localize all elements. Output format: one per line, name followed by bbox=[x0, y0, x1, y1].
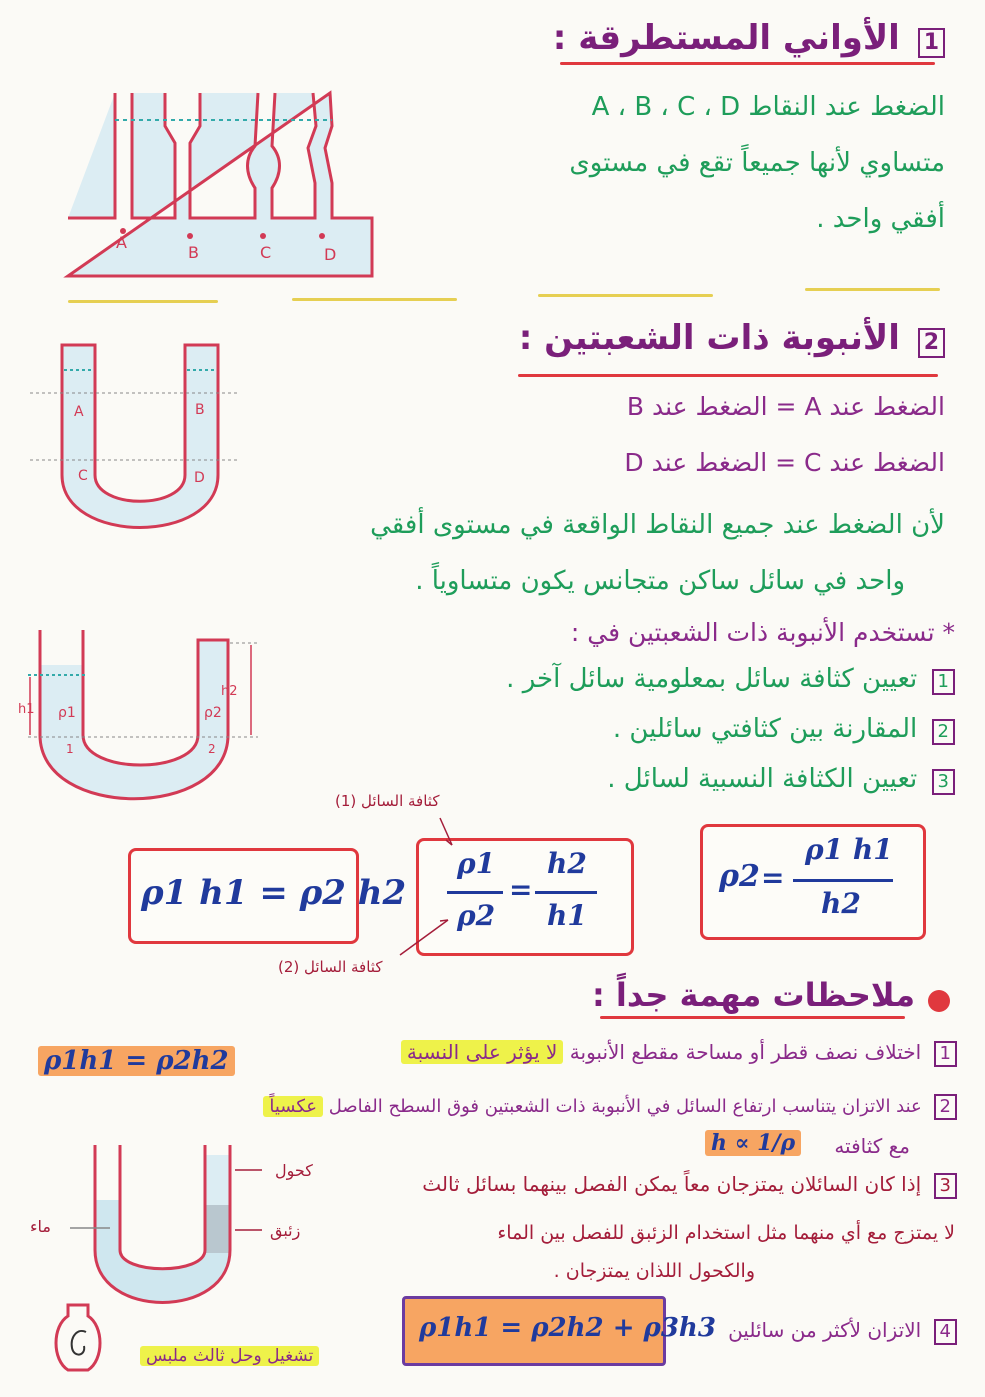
note-item-2: 2 عند الاتزان يتناسب ارتفاع السائل في الأنبوبة ذات الشعبتين فوق السطح الفاصل عكسياً bbox=[263, 1094, 957, 1120]
u1-label-a: A bbox=[74, 404, 84, 420]
formula-box-1 bbox=[128, 848, 407, 944]
notes-underline bbox=[600, 1016, 905, 1019]
use-item-1: 1 تعيين كثافة سائل بمعلومية سائل آخر . bbox=[506, 664, 955, 695]
note-item-1: 1 اختلاف نصف قطر أو مساحة مقطع الأنبوبة لا يؤثر على النسبة bbox=[401, 1040, 957, 1067]
point-1-label: 1 bbox=[66, 742, 74, 756]
section1-line1: الضغط عند النقاط A ، B ، C ، D bbox=[591, 92, 945, 122]
use-item-3: 3 تعيين الكثافة النسبية لسائل . bbox=[607, 764, 955, 795]
note-item-3: 3 إذا كان السائلان يمتزجان معاً يمكن الفصل بينهما بسائل ثالث bbox=[422, 1172, 957, 1199]
section1-title: 1 الأواني المستطرقة : bbox=[553, 18, 945, 58]
note-item-3-line3: والكحول اللذان يمتزجان . bbox=[553, 1260, 755, 1282]
point-d-dot bbox=[319, 233, 325, 239]
label-alcohol: كحول bbox=[275, 1161, 313, 1180]
section1-number: 1 bbox=[918, 28, 945, 58]
section1-line3: أفقي واحد . bbox=[816, 204, 945, 234]
u-tube-diagram-1 bbox=[30, 340, 250, 555]
h1-label: h1 bbox=[18, 702, 35, 717]
use-item-2: 2 المقارنة بين كثافتي سائلين . bbox=[613, 714, 955, 745]
uses-title: * تستخدم الأنبوبة ذات الشعبتين في : bbox=[570, 618, 955, 647]
point-2-label: 2 bbox=[208, 742, 216, 756]
label-d: D bbox=[324, 245, 337, 264]
note1-formula: ρ1h1 = ρ2h2 bbox=[38, 1046, 235, 1076]
label-a: A bbox=[116, 233, 127, 252]
formula-box-2: ρ1 ρ2 = h2 h1 bbox=[416, 838, 634, 956]
section2-title: 2 الأنبوبة ذات الشعبتين : bbox=[519, 318, 945, 358]
annot-density-2: كثافة السائل (2) bbox=[278, 958, 383, 976]
section1-underline bbox=[560, 62, 935, 65]
u-tube-mercury-diagram bbox=[30, 1140, 360, 1320]
label-b: B bbox=[188, 243, 199, 262]
label-mercury: زئبق bbox=[270, 1221, 301, 1240]
formula-1: ρ1 h1 = ρ2 h2 bbox=[141, 873, 407, 913]
note-item-3-line2: لا يمتزج مع أي منهما مثل استخدام الزئبق للفصل بين الماء bbox=[497, 1222, 955, 1244]
section2-underline bbox=[518, 374, 938, 377]
h2-label: h2 bbox=[221, 684, 238, 699]
u1-label-b: B bbox=[195, 402, 205, 418]
label-c: C bbox=[260, 243, 272, 262]
section2-para2: واحد في سائل ساكن متجانس يكون متساوياً . bbox=[415, 566, 905, 596]
rho1-label: ρ1 bbox=[58, 705, 76, 721]
note4-formula: ρ1h1 = ρ2h2 + ρ3h3 bbox=[419, 1313, 716, 1343]
section1-line2: متساوي لأنها جميعاً تقع في مستوى bbox=[569, 148, 945, 178]
u-tube-diagram-2 bbox=[18, 625, 268, 815]
flask-icon bbox=[48, 1300, 108, 1378]
note-item-4: 4 الاتزان لأكثر من سائلين bbox=[728, 1318, 957, 1345]
u1-label-d: D bbox=[194, 470, 205, 486]
section2-para1: لأن الضغط عند جميع النقاط الواقعة في مستوى أفقي bbox=[370, 510, 945, 540]
annot-density-1: كثافة السائل (1) bbox=[335, 792, 440, 810]
formula-box-3: ρ2 = ρ1 h1 h2 bbox=[700, 824, 926, 940]
communicating-vessels-diagram bbox=[60, 88, 380, 283]
bottom-note: تشغيل وحل ثالث ملبس bbox=[140, 1346, 319, 1366]
label-water: ماء bbox=[30, 1217, 51, 1236]
point-c-dot bbox=[260, 233, 266, 239]
section2-eq2: الضغط عند C = الضغط عند D bbox=[624, 448, 945, 477]
notes-title: ملاحظات مهمة جداً : bbox=[591, 976, 915, 1014]
note-item-2-line2: مع كثافته bbox=[834, 1134, 910, 1158]
notes-bullet bbox=[928, 990, 950, 1012]
section2-number: 2 bbox=[918, 328, 945, 358]
note4-formula-frame bbox=[402, 1296, 716, 1366]
section2-eq1: الضغط عند A = الضغط عند B bbox=[626, 392, 945, 421]
u1-label-c: C bbox=[78, 468, 88, 484]
rho2-label: ρ2 bbox=[204, 705, 222, 721]
point-b-dot bbox=[187, 233, 193, 239]
note2-formula: h ∝ 1/ρ bbox=[705, 1130, 801, 1156]
